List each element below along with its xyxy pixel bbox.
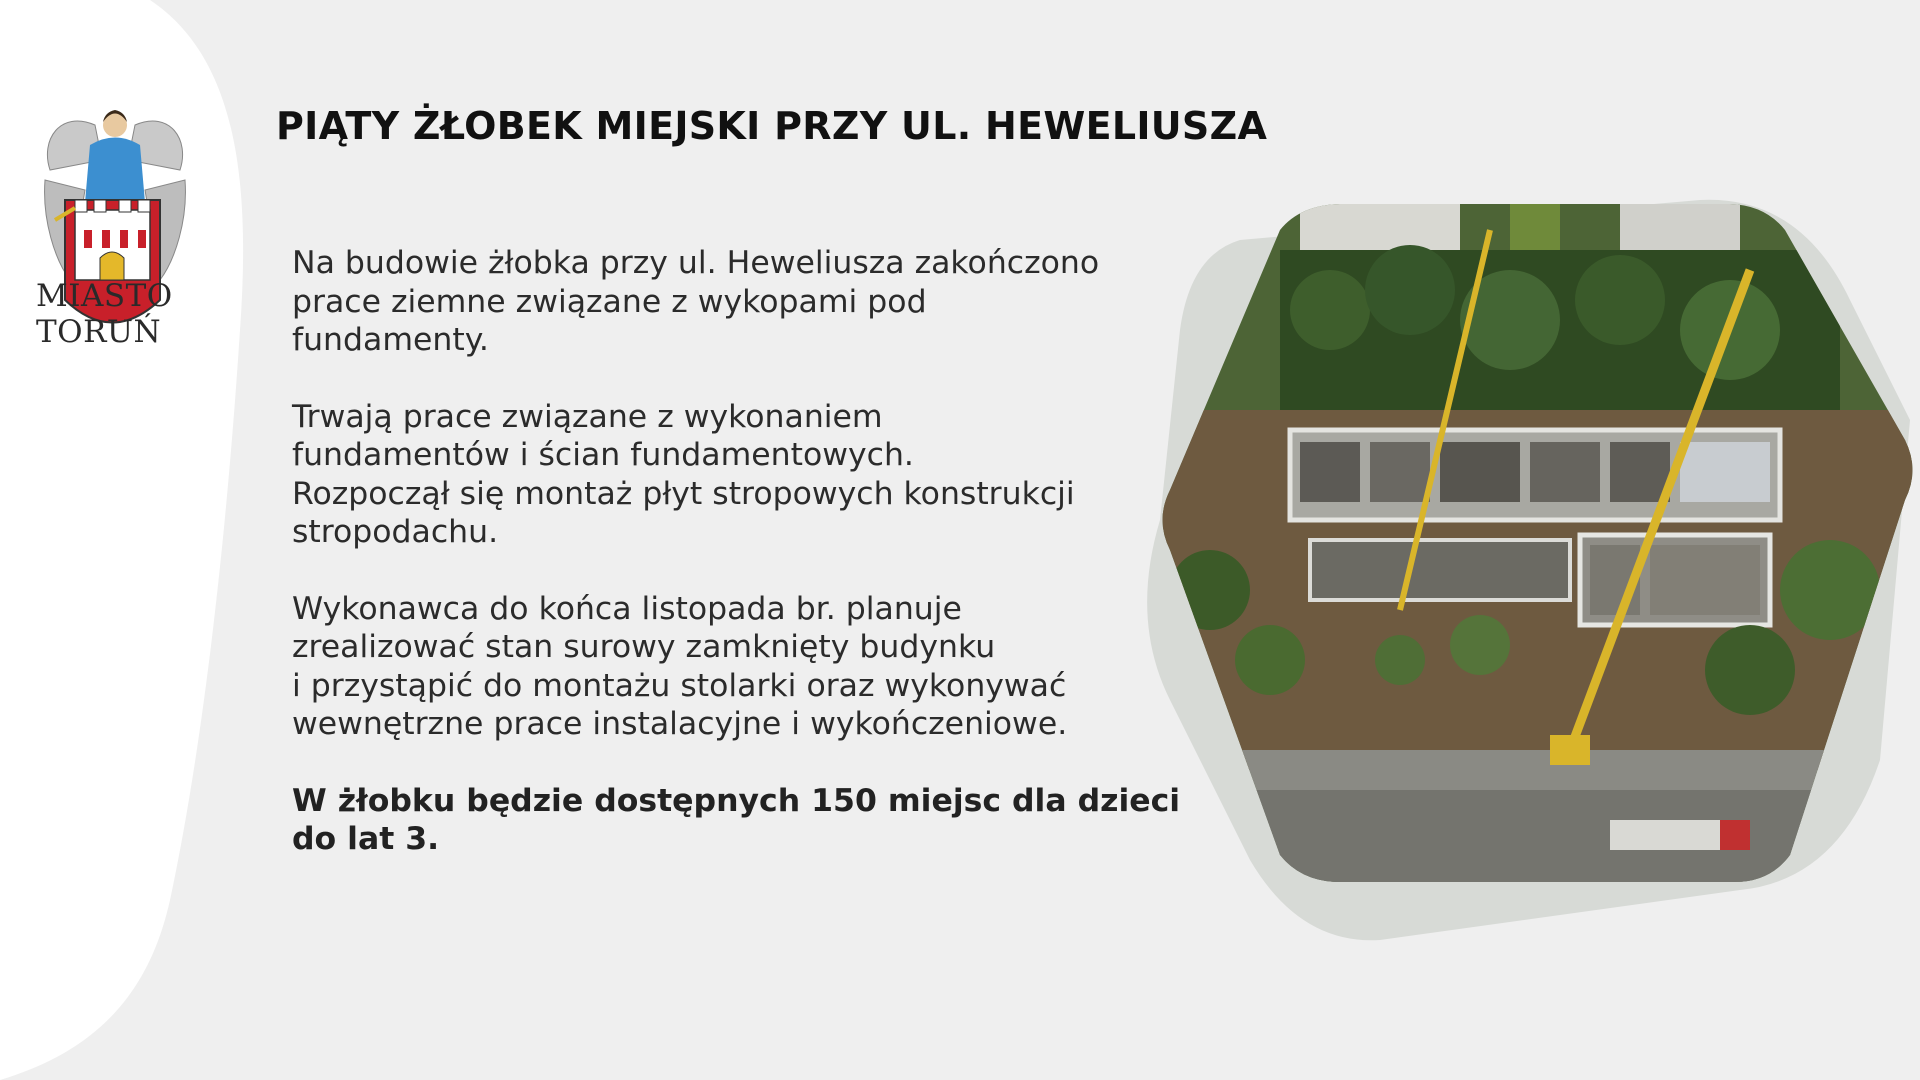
logo-wordmark xyxy=(36,278,186,350)
paragraph-line: i przystąpić do montażu stolarki oraz wykonywać xyxy=(292,667,1067,704)
aerial-construction-site-photo xyxy=(1150,190,1920,950)
paragraph-4-highlight xyxy=(292,782,1192,859)
paragraph-line: Wykonawca do końca listopada br. planuje xyxy=(292,590,962,627)
content-text xyxy=(292,244,1192,897)
paragraph-line: zrealizować stan surowy zamknięty budynku xyxy=(292,629,996,665)
paragraph-line: W żłobku będzie dostępnych 150 miejsc dla dzieci xyxy=(292,782,1181,819)
paragraph-line: prace ziemne związane z wykopami pod xyxy=(292,283,927,320)
paragraph-line: Na budowie żłobka przy ul. Heweliusza zakończono xyxy=(292,245,1100,281)
paragraph-line: do lat 3. xyxy=(292,821,440,857)
logo-line-1: MIASTO xyxy=(36,278,173,314)
paragraph-1 xyxy=(292,244,1192,360)
paragraph-3 xyxy=(292,590,1192,744)
paragraph-line: fundamenty. xyxy=(292,322,489,358)
logo-line-2: TORUŃ xyxy=(36,314,162,350)
paragraph-line: fundamentów i ścian fundamentowych. xyxy=(292,437,914,473)
paragraph-2 xyxy=(292,398,1192,552)
paragraph-line: Rozpoczął się montaż płyt stropowych konstrukcji xyxy=(292,475,1075,512)
paragraph-line: stropodachu. xyxy=(292,514,499,550)
page-title: PIĄTY ŻŁOBEK MIEJSKI PRZY UL. HEWELIUSZA xyxy=(276,104,1268,148)
paragraph-line: wewnętrzne prace instalacyjne i wykończeniowe. xyxy=(292,706,1068,742)
paragraph-line: Trwają prace związane z wykonaniem xyxy=(292,398,883,435)
